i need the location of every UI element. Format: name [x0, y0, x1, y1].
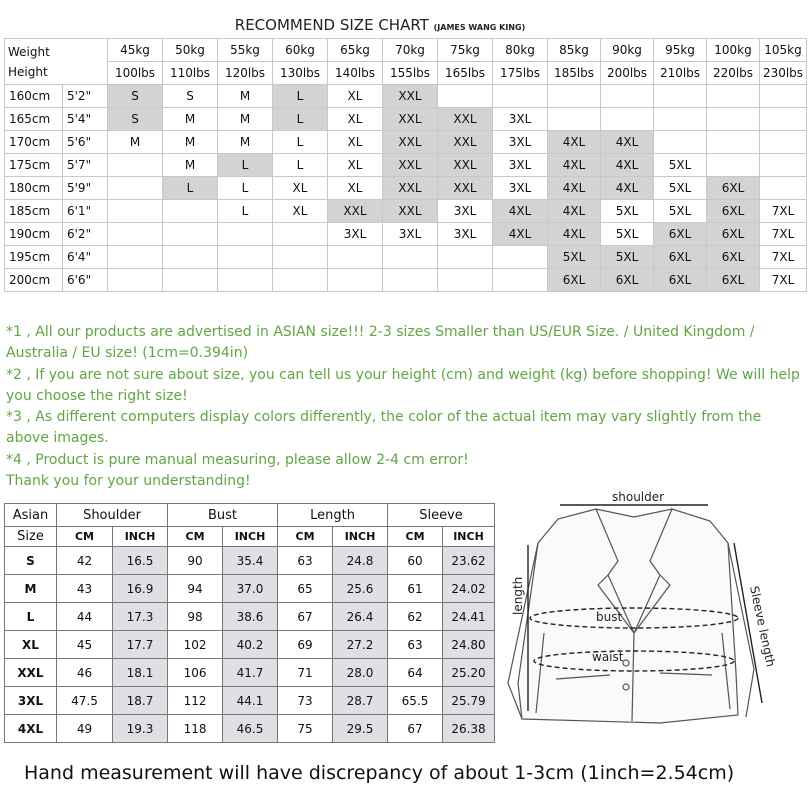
chart-title: RECOMMEND SIZE CHART: [234, 16, 429, 34]
measure-value: 61: [388, 575, 443, 603]
size-cell: 3XL: [383, 223, 438, 246]
size-cell: 4XL: [601, 177, 654, 200]
size-cell: [383, 246, 438, 269]
size-cell: [707, 131, 760, 154]
measure-value: 37.0: [223, 575, 278, 603]
size-cell: M: [163, 131, 218, 154]
height-ft: 5'4": [63, 108, 108, 131]
size-cell: [108, 269, 163, 292]
size-cell: [548, 85, 601, 108]
height-ft: 6'4": [63, 246, 108, 269]
measure-value: 27.2: [333, 631, 388, 659]
weight-lbs: 200lbs: [601, 62, 654, 85]
weight-kg: 65kg: [328, 39, 383, 62]
measure-value: 65.5: [388, 687, 443, 715]
size-cell: [273, 223, 328, 246]
note-3: *3 , As different computers display colors differently, the color of the actual item may vary slightly from the above images.: [6, 409, 762, 447]
size-cell: [108, 223, 163, 246]
table-row: [5, 85, 807, 108]
corner-weight-label: Weight: [8, 44, 50, 59]
size-cell: XL: [328, 131, 383, 154]
size-cell: 6XL: [654, 269, 707, 292]
unit-label: CM: [278, 527, 333, 547]
size-cell: [654, 85, 707, 108]
size-cell: L: [218, 200, 273, 223]
size-cell: 5XL: [601, 246, 654, 269]
size-cell: 6XL: [707, 177, 760, 200]
size-cell: XXL: [383, 177, 438, 200]
size-cell: M: [218, 85, 273, 108]
size-cell: 6XL: [707, 269, 760, 292]
measure-value: 41.7: [223, 659, 278, 687]
size-cell: 4XL: [601, 154, 654, 177]
size-cell: L: [163, 177, 218, 200]
size-cell: L: [218, 154, 273, 177]
weight-lbs: 175lbs: [493, 62, 548, 85]
height-cm: 170cm: [5, 131, 63, 154]
weight-kg: 75kg: [438, 39, 493, 62]
size-cell: [163, 246, 218, 269]
measure-value: 17.3: [113, 603, 168, 631]
measure-value: 45: [57, 631, 113, 659]
weight-kg: 95kg: [654, 39, 707, 62]
size-cell: [438, 246, 493, 269]
size-cell: [654, 108, 707, 131]
size-label: L: [5, 603, 57, 631]
size-cell: 3XL: [493, 154, 548, 177]
measure-value: 17.7: [113, 631, 168, 659]
size-cell: 3XL: [493, 177, 548, 200]
measure-value: 44.1: [223, 687, 278, 715]
size-cell: 3XL: [438, 223, 493, 246]
size-cell: XXL: [438, 154, 493, 177]
size-cell: [328, 246, 383, 269]
size-cell: M: [163, 108, 218, 131]
measure-value: 60: [388, 547, 443, 575]
size-cell: XXL: [383, 108, 438, 131]
weight-lbs: 165lbs: [438, 62, 493, 85]
size-cell: 6XL: [654, 246, 707, 269]
height-cm: 165cm: [5, 108, 63, 131]
unit-label: INCH: [443, 527, 495, 547]
size-cell: L: [273, 131, 328, 154]
unit-label: INCH: [223, 527, 278, 547]
table-row: [5, 575, 495, 603]
weight-kg: 80kg: [493, 39, 548, 62]
size-cell: M: [163, 154, 218, 177]
size-cell: [493, 269, 548, 292]
size-cell: XXL: [383, 200, 438, 223]
size-cell: S: [163, 85, 218, 108]
size-cell: [760, 177, 807, 200]
label-shoulder: shoulder: [612, 490, 665, 504]
size-cell: 6XL: [707, 223, 760, 246]
size-cell: S: [108, 108, 163, 131]
size-cell: [273, 269, 328, 292]
table-row: [5, 108, 807, 131]
weight-kg: 45kg: [108, 39, 163, 62]
size-cell: 5XL: [654, 154, 707, 177]
measure-value: 69: [278, 631, 333, 659]
measure-value: 106: [168, 659, 223, 687]
unit-label: INCH: [113, 527, 168, 547]
size-cell: [438, 85, 493, 108]
measure-value: 94: [168, 575, 223, 603]
measure-value: 67: [278, 603, 333, 631]
height-ft: 6'2": [63, 223, 108, 246]
size-cell: [163, 223, 218, 246]
measure-value: 63: [278, 547, 333, 575]
size-cell: [163, 200, 218, 223]
measure-value: 38.6: [223, 603, 278, 631]
size-cell: L: [218, 177, 273, 200]
size-cell: [760, 154, 807, 177]
measure-value: 24.8: [333, 547, 388, 575]
weight-kg: 85kg: [548, 39, 601, 62]
size-label: 3XL: [5, 687, 57, 715]
table-row: [5, 154, 807, 177]
measure-value: 29.5: [333, 715, 388, 743]
measure-value: 24.02: [443, 575, 495, 603]
jacket-diagram: [500, 483, 800, 745]
size-cell: 3XL: [438, 200, 493, 223]
size-cell: XXL: [383, 85, 438, 108]
size-cell: [438, 269, 493, 292]
size-cell: [760, 85, 807, 108]
table-row: [5, 269, 807, 292]
measure-value: 118: [168, 715, 223, 743]
size-cell: 5XL: [601, 200, 654, 223]
note-1: *1 , All our products are advertised in ASIAN size!!! 2-3 sizes Smaller than US/EUR Size. / United Kingdom / Australia / EU size! (1cm=0.394in): [6, 324, 755, 362]
measure-value: 24.80: [443, 631, 495, 659]
table-row: [5, 223, 807, 246]
size-cell: [707, 154, 760, 177]
measure-value: 46: [57, 659, 113, 687]
size-cell: XL: [328, 108, 383, 131]
measure-value: 25.6: [333, 575, 388, 603]
weight-lbs: 185lbs: [548, 62, 601, 85]
size-cell: [760, 108, 807, 131]
table-row: [5, 177, 807, 200]
size-cell: L: [273, 108, 328, 131]
size-cell: [218, 246, 273, 269]
weight-kg: 105kg: [760, 39, 807, 62]
size-cell: 6XL: [548, 269, 601, 292]
size-cell: [601, 85, 654, 108]
measure-value: 26.38: [443, 715, 495, 743]
size-cell: XL: [328, 177, 383, 200]
weight-lbs: 110lbs: [163, 62, 218, 85]
measure-value: 25.79: [443, 687, 495, 715]
size-cell: [493, 246, 548, 269]
weight-lbs: 210lbs: [654, 62, 707, 85]
label-bust: bust: [596, 610, 623, 624]
size-cell: [218, 269, 273, 292]
table-row: [5, 687, 495, 715]
height-ft: 5'6": [63, 131, 108, 154]
measure-value: 26.4: [333, 603, 388, 631]
measure-value: 90: [168, 547, 223, 575]
size-cell: 5XL: [654, 200, 707, 223]
height-cm: 175cm: [5, 154, 63, 177]
col-size: Size: [5, 527, 57, 547]
size-cell: [383, 269, 438, 292]
size-cell: 3XL: [328, 223, 383, 246]
label-waist: waist: [592, 650, 624, 664]
height-cm: 190cm: [5, 223, 63, 246]
weight-lbs: 100lbs: [108, 62, 163, 85]
size-cell: S: [108, 85, 163, 108]
height-cm: 200cm: [5, 269, 63, 292]
height-ft: 6'6": [63, 269, 108, 292]
measure-value: 16.9: [113, 575, 168, 603]
measure-value: 25.20: [443, 659, 495, 687]
label-length: length: [511, 576, 525, 615]
height-ft: 5'7": [63, 154, 108, 177]
size-cell: XXL: [438, 108, 493, 131]
measure-value: 16.5: [113, 547, 168, 575]
size-cell: [273, 246, 328, 269]
measure-unit-row: [5, 527, 495, 547]
weight-lbs: 120lbs: [218, 62, 273, 85]
weight-lbs: 230lbs: [760, 62, 807, 85]
height-cm: 160cm: [5, 85, 63, 108]
size-cell: 4XL: [548, 223, 601, 246]
unit-label: INCH: [333, 527, 388, 547]
measure-value: 64: [388, 659, 443, 687]
weight-kg: 90kg: [601, 39, 654, 62]
page-title: [0, 16, 760, 34]
size-cell: [707, 108, 760, 131]
size-cell: 4XL: [493, 200, 548, 223]
measure-value: 46.5: [223, 715, 278, 743]
size-cell: 4XL: [548, 131, 601, 154]
size-cell: M: [108, 131, 163, 154]
measure-value: 102: [168, 631, 223, 659]
height-ft: 6'1": [63, 200, 108, 223]
size-cell: M: [218, 108, 273, 131]
table-row: [5, 659, 495, 687]
size-cell: XXL: [328, 200, 383, 223]
measure-value: 112: [168, 687, 223, 715]
size-cell: 4XL: [493, 223, 548, 246]
measure-value: 40.2: [223, 631, 278, 659]
table-row: [5, 200, 807, 223]
size-cell: 5XL: [654, 177, 707, 200]
measure-value: 98: [168, 603, 223, 631]
measure-value: 18.7: [113, 687, 168, 715]
height-ft: 5'2": [63, 85, 108, 108]
measure-value: 24.41: [443, 603, 495, 631]
table-row: [5, 603, 495, 631]
size-cell: [328, 269, 383, 292]
height-cm: 195cm: [5, 246, 63, 269]
size-cell: [707, 85, 760, 108]
height-ft: 5'9": [63, 177, 108, 200]
measure-value: 42: [57, 547, 113, 575]
unit-label: CM: [168, 527, 223, 547]
size-cell: 7XL: [760, 246, 807, 269]
size-cell: XXL: [438, 177, 493, 200]
size-cell: 4XL: [548, 177, 601, 200]
weight-lbs: 140lbs: [328, 62, 383, 85]
size-cell: [108, 246, 163, 269]
measure-value: 47.5: [57, 687, 113, 715]
size-cell: 5XL: [548, 246, 601, 269]
size-cell: [163, 269, 218, 292]
table-row: [5, 631, 495, 659]
weight-lbs: 130lbs: [273, 62, 328, 85]
size-cell: [493, 85, 548, 108]
size-cell: M: [218, 131, 273, 154]
measure-value: 73: [278, 687, 333, 715]
measure-value: 44: [57, 603, 113, 631]
measure-value: 67: [388, 715, 443, 743]
table-row: [5, 715, 495, 743]
size-cell: 4XL: [548, 154, 601, 177]
size-label: S: [5, 547, 57, 575]
measure-value: 65: [278, 575, 333, 603]
size-cell: 6XL: [707, 200, 760, 223]
notes-block: [6, 322, 806, 492]
size-cell: 7XL: [760, 223, 807, 246]
size-label: XXL: [5, 659, 57, 687]
unit-label: CM: [57, 527, 113, 547]
measure-value: 62: [388, 603, 443, 631]
size-cell: 7XL: [760, 200, 807, 223]
weight-kg: 60kg: [273, 39, 328, 62]
footer-note: Hand measurement will have discrepancy of about 1-3cm (1inch=2.54cm): [24, 762, 735, 784]
size-label: M: [5, 575, 57, 603]
measure-group: Shoulder: [57, 504, 168, 527]
measure-value: 28.0: [333, 659, 388, 687]
measure-value: 43: [57, 575, 113, 603]
weight-kg: 70kg: [383, 39, 438, 62]
measure-group: Length: [278, 504, 388, 527]
measure-group: Sleeve: [388, 504, 495, 527]
size-cell: 4XL: [601, 131, 654, 154]
unit-label: CM: [388, 527, 443, 547]
corner-height-label: Height: [8, 64, 48, 79]
measure-value: 75: [278, 715, 333, 743]
table-row: [5, 547, 495, 575]
measure-group: Bust: [168, 504, 278, 527]
size-cell: XL: [328, 85, 383, 108]
height-cm: 185cm: [5, 200, 63, 223]
size-cell: XL: [273, 200, 328, 223]
size-cell: XXL: [438, 131, 493, 154]
size-label: 4XL: [5, 715, 57, 743]
note-thanks: Thank you for your understanding!: [6, 473, 251, 490]
size-cell: [108, 200, 163, 223]
size-cell: 6XL: [707, 246, 760, 269]
weight-kg: 100kg: [707, 39, 760, 62]
size-cell: L: [273, 85, 328, 108]
size-cell: [760, 131, 807, 154]
size-cell: XL: [328, 154, 383, 177]
size-label: XL: [5, 631, 57, 659]
measure-header-row: [5, 504, 495, 527]
size-cell: 5XL: [601, 223, 654, 246]
size-cell: [548, 108, 601, 131]
label-sleeve-length: Sleeve length: [747, 584, 778, 669]
size-recommendation-table: [4, 38, 807, 292]
col-asian: Asian: [5, 504, 57, 527]
size-cell: [108, 177, 163, 200]
weight-kg: 50kg: [163, 39, 218, 62]
size-cell: 6XL: [654, 223, 707, 246]
size-cell: [218, 223, 273, 246]
height-cm: 180cm: [5, 177, 63, 200]
note-2: *2 , If you are not sure about size, you can tell us your height (cm) and weight (kg) before shopping! We will help you choose the right size!: [6, 366, 800, 404]
weight-kg: 55kg: [218, 39, 273, 62]
measure-value: 19.3: [113, 715, 168, 743]
measure-value: 35.4: [223, 547, 278, 575]
size-cell: XXL: [383, 131, 438, 154]
size-cell: XXL: [383, 154, 438, 177]
size-cell: 6XL: [601, 269, 654, 292]
table-row: [5, 131, 807, 154]
size-cell: 4XL: [548, 200, 601, 223]
measure-value: 49: [57, 715, 113, 743]
brand-label: (JAMES WANG KING): [433, 23, 526, 32]
header-row-kg: [5, 39, 807, 62]
measurement-table: [4, 503, 495, 743]
size-cell: 3XL: [493, 108, 548, 131]
measure-value: 18.1: [113, 659, 168, 687]
size-cell: [601, 108, 654, 131]
table-row: [5, 246, 807, 269]
note-4: *4 , Product is pure manual measuring, please allow 2-4 cm error!: [6, 451, 469, 468]
measure-value: 28.7: [333, 687, 388, 715]
header-row-lbs: [5, 62, 807, 85]
size-cell: 3XL: [493, 131, 548, 154]
size-cell: XL: [273, 177, 328, 200]
measure-value: 23.62: [443, 547, 495, 575]
measure-value: 63: [388, 631, 443, 659]
size-cell: 7XL: [760, 269, 807, 292]
weight-lbs: 220lbs: [707, 62, 760, 85]
corner-cell: [5, 39, 108, 85]
size-cell: [108, 154, 163, 177]
size-cell: L: [273, 154, 328, 177]
measure-value: 71: [278, 659, 333, 687]
size-cell: [654, 131, 707, 154]
weight-lbs: 155lbs: [383, 62, 438, 85]
